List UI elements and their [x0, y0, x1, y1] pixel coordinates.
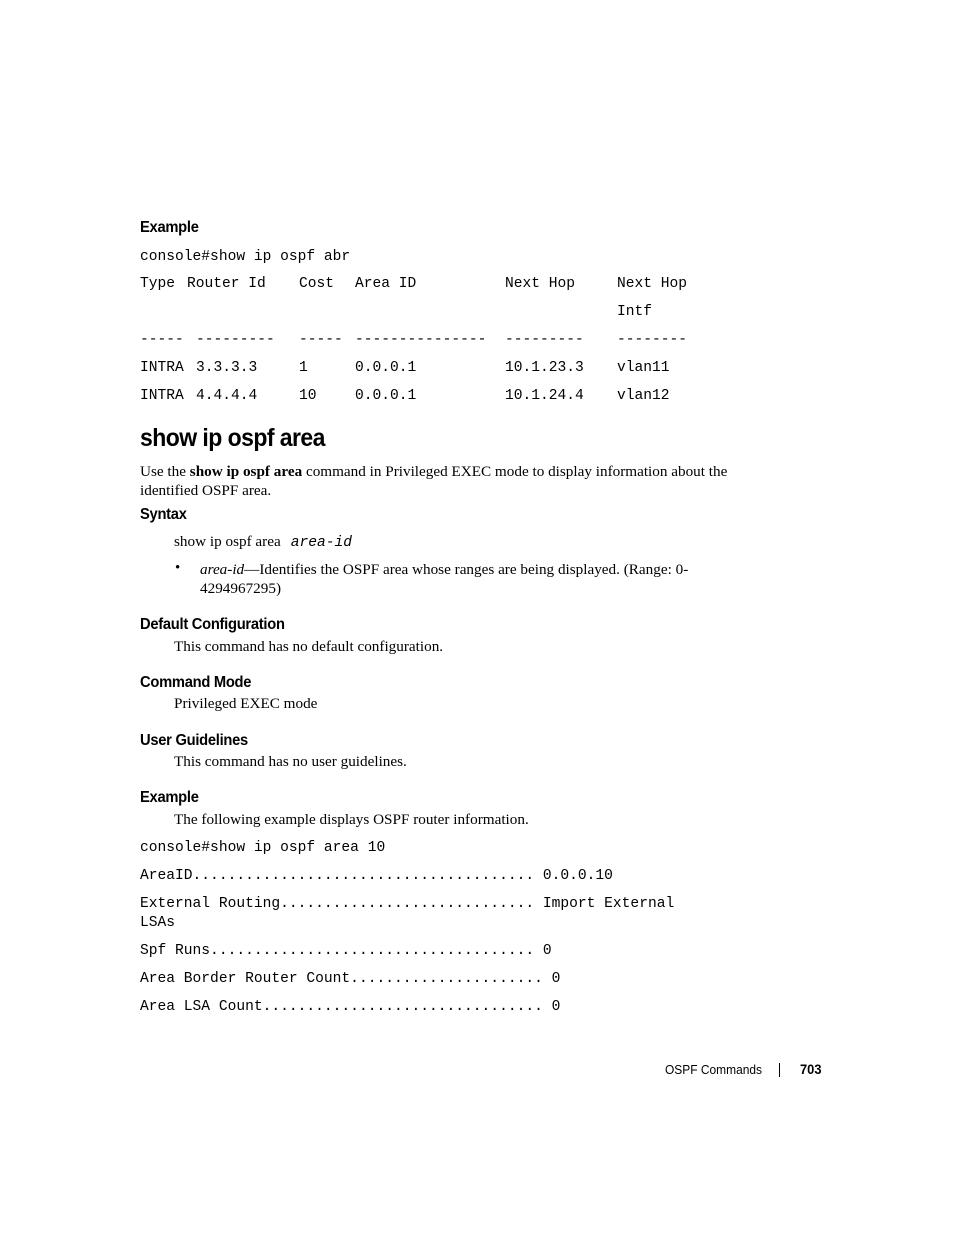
- example-heading: Example: [140, 219, 199, 236]
- param-desc: —Identifies the OSPF area whose ranges are being displayed. (Range: 0-: [244, 561, 689, 578]
- table-cell: INTRA: [140, 360, 184, 376]
- syntax-heading: Syntax: [140, 506, 187, 523]
- footer-chapter: OSPF Commands: [665, 1062, 763, 1077]
- param-name: area-id: [200, 561, 245, 578]
- intro-text: command in Privileged EXEC mode to display information about the: [302, 463, 728, 480]
- intro-text: Use the: [140, 463, 190, 480]
- header-cost: Cost: [299, 276, 335, 292]
- code-line: External Routing............................. Import External: [140, 896, 675, 912]
- default-config-heading: Default Configuration: [140, 616, 285, 633]
- table-cell: 1: [299, 360, 308, 376]
- syntax-line: [174, 532, 352, 553]
- example-command: console#show ip ospf abr: [140, 249, 351, 265]
- table-cell: 3.3.3.3: [196, 360, 258, 376]
- intro-paragraph-line1: [140, 462, 727, 481]
- header-next-hop-intf: Next Hop: [617, 276, 688, 292]
- code-line: LSAs: [140, 915, 176, 931]
- code-line: Area LSA Count................................ 0: [140, 999, 561, 1015]
- table-cell: vlan11: [617, 360, 670, 376]
- page-number: 703: [800, 1061, 822, 1077]
- param-description: [200, 560, 688, 579]
- intro-paragraph-line2: identified OSPF area.: [140, 482, 272, 499]
- header-type: Type: [140, 276, 176, 292]
- dash-next-hop: ---------: [505, 332, 584, 348]
- example2-text: The following example displays OSPF router information.: [174, 811, 529, 828]
- table-cell: 10.1.24.4: [505, 388, 584, 404]
- default-config-text: This command has no default configuration.: [174, 638, 444, 655]
- code-line: console#show ip ospf area 10: [140, 840, 386, 856]
- param-description-line2: 4294967295): [200, 580, 281, 597]
- code-line: AreaID....................................... 0.0.0.10: [140, 868, 613, 884]
- header-router-id: Router Id: [187, 276, 266, 292]
- table-cell: 10.1.23.3: [505, 360, 584, 376]
- table-cell: 10: [299, 388, 317, 404]
- user-guidelines-heading: User Guidelines: [140, 732, 248, 749]
- header-intf: Intf: [617, 304, 653, 320]
- code-line: Spf Runs..................................... 0: [140, 943, 552, 959]
- dash-area-id: ---------------: [355, 332, 487, 348]
- code-line: Area Border Router Count...................... 0: [140, 971, 561, 987]
- bullet-icon: •: [175, 560, 181, 576]
- intro-command: show ip ospf area: [189, 463, 303, 480]
- syntax-command: show ip ospf area: [174, 533, 281, 550]
- dash-type: -----: [140, 332, 184, 348]
- dash-intf: --------: [617, 332, 688, 348]
- section-title: show ip ospf area: [140, 424, 325, 452]
- syntax-param: area-id: [290, 535, 353, 551]
- footer-divider: [779, 1063, 780, 1077]
- command-mode-text: Privileged EXEC mode: [174, 695, 318, 712]
- header-next-hop: Next Hop: [505, 276, 576, 292]
- dash-router-id: ---------: [196, 332, 275, 348]
- example2-heading: Example: [140, 789, 199, 806]
- table-cell: 0.0.0.1: [355, 360, 417, 376]
- dash-cost: -----: [299, 332, 343, 348]
- header-area-id: Area ID: [355, 276, 417, 292]
- table-cell: 4.4.4.4: [196, 388, 258, 404]
- user-guidelines-text: This command has no user guidelines.: [174, 753, 407, 770]
- table-cell: 0.0.0.1: [355, 388, 417, 404]
- table-cell: vlan12: [617, 388, 670, 404]
- table-cell: INTRA: [140, 388, 184, 404]
- command-mode-heading: Command Mode: [140, 674, 252, 691]
